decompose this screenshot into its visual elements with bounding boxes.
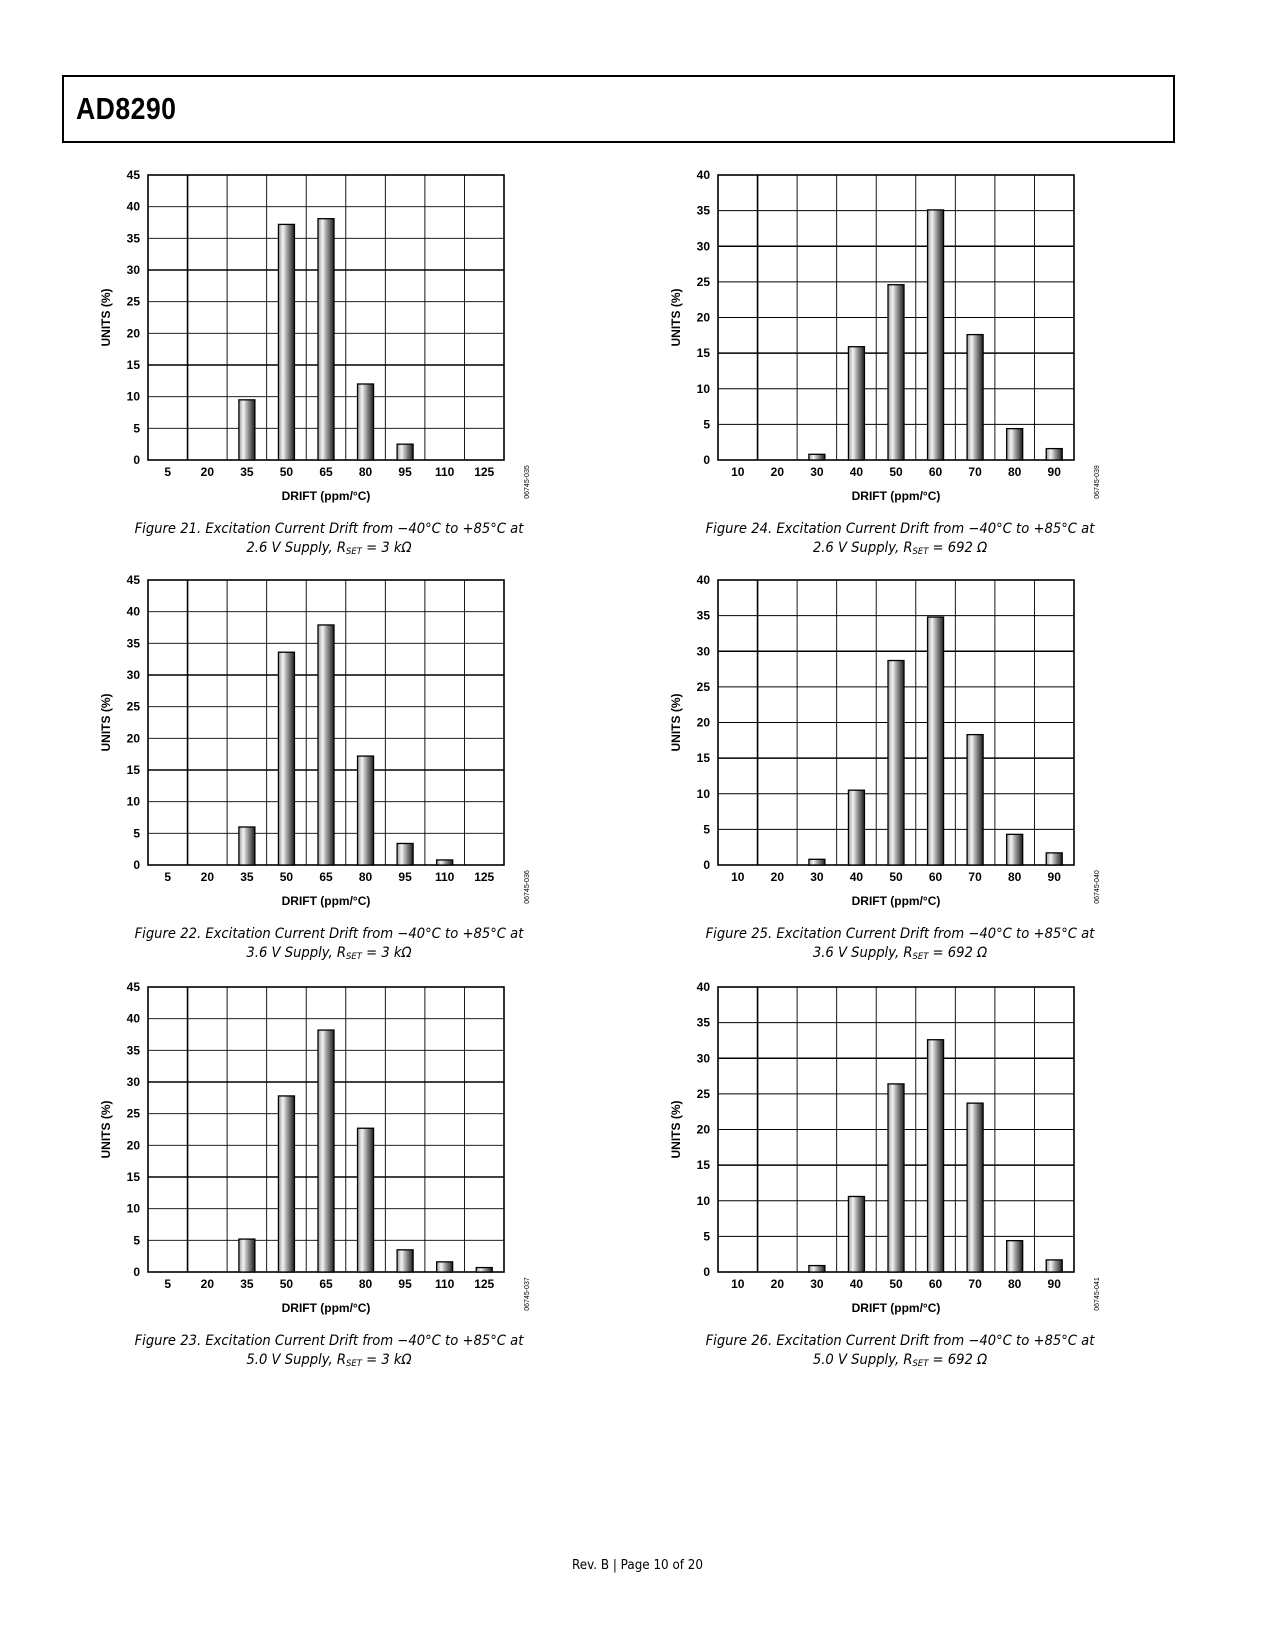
bar-65 — [318, 219, 334, 460]
x-tick-label: 110 — [434, 870, 455, 884]
bar-90 — [1046, 1260, 1062, 1272]
y-tick-label: 25 — [126, 1106, 140, 1121]
bar-70 — [967, 335, 983, 460]
y-tick-label: 20 — [126, 326, 140, 341]
bar-35 — [239, 400, 255, 460]
bar-65 — [318, 625, 334, 865]
caption-line-1: Figure 26. Excitation Current Drift from −40°C to +85°C at — [705, 1333, 1095, 1349]
caption-line-1: Figure 21. Excitation Current Drift from −40°C to +85°C at — [134, 521, 524, 537]
figure-25 — [660, 570, 1140, 915]
figure-26 — [660, 977, 1140, 1322]
y-tick-label: 40 — [126, 199, 140, 214]
y-tick-label: 5 — [133, 826, 140, 841]
caption-line-2: 3.6 V Supply, $R_{SET} = 692$ Ω — [812, 945, 988, 962]
bar-40 — [848, 790, 864, 865]
chart-figure-24 — [660, 165, 1140, 510]
y-tick-label: 15 — [126, 358, 140, 372]
y-axis-label: UNITS (%) — [669, 693, 683, 752]
y-tick-label: 25 — [126, 699, 140, 714]
figure-23-caption — [108, 1332, 550, 1374]
bar-40 — [848, 1196, 864, 1272]
y-tick-label: 25 — [696, 1086, 710, 1101]
y-tick-label: 5 — [703, 417, 710, 432]
figure-code: 06745-036 — [524, 870, 531, 904]
y-tick-label: 20 — [126, 731, 140, 746]
figure-code: 06745-039 — [1094, 465, 1101, 499]
x-axis-label: DRIFT (ppm/°C) — [851, 894, 941, 908]
caption-line-1: Figure 25. Excitation Current Drift from −40°C to +85°C at — [705, 926, 1095, 942]
caption-line-2: 2.6 V Supply, $R_{SET} = 3$ kΩ — [246, 540, 412, 557]
figure-code: 06745-040 — [1094, 870, 1101, 904]
caption-line-1: Figure 23. Excitation Current Drift from −40°C to +85°C at — [134, 1333, 524, 1349]
bar-50 — [278, 1096, 294, 1272]
bar-60 — [928, 1040, 944, 1272]
y-tick-label: 0 — [133, 858, 140, 872]
x-tick-label: 20 — [200, 465, 215, 479]
y-axis-label: UNITS (%) — [99, 693, 113, 752]
x-tick-label: 80 — [1007, 465, 1022, 479]
x-tick-label: 30 — [810, 870, 824, 884]
y-tick-label: 20 — [696, 1122, 710, 1137]
y-tick-label: 15 — [126, 1170, 140, 1184]
y-tick-label: 40 — [696, 573, 710, 587]
y-tick-label: 0 — [133, 453, 140, 467]
bar-50 — [888, 285, 904, 460]
bar-50 — [888, 1084, 904, 1272]
y-tick-label: 45 — [126, 573, 140, 587]
y-tick-label: 35 — [126, 231, 140, 246]
x-tick-label: 65 — [319, 465, 333, 479]
x-tick-label: 90 — [1047, 870, 1061, 884]
y-tick-label: 20 — [696, 715, 710, 730]
chart-figure-21 — [90, 165, 570, 510]
y-axis-label: UNITS (%) — [99, 1100, 113, 1159]
y-tick-label: 10 — [126, 1201, 140, 1216]
x-tick-label: 80 — [358, 1277, 373, 1291]
x-tick-label: 10 — [731, 870, 745, 884]
x-axis-label: DRIFT (ppm/°C) — [281, 894, 371, 908]
x-tick-label: 5 — [164, 870, 172, 884]
caption-line-1: Figure 22. Excitation Current Drift from −40°C to +85°C at — [134, 926, 524, 942]
y-tick-label: 5 — [703, 822, 710, 837]
figure-code: 06745-041 — [1094, 1277, 1101, 1311]
x-tick-label: 10 — [731, 465, 745, 479]
x-tick-label: 50 — [279, 1277, 294, 1291]
figure-25-caption — [679, 925, 1121, 967]
x-tick-label: 20 — [200, 1277, 215, 1291]
bar-80 — [1007, 429, 1023, 460]
caption-line-2: 5.0 V Supply, $R_{SET} = 692$ Ω — [812, 1352, 988, 1369]
bar-40 — [848, 347, 864, 460]
bar-30 — [809, 859, 825, 865]
bar-50 — [888, 661, 904, 865]
header-box — [62, 75, 1175, 143]
y-tick-label: 30 — [126, 668, 140, 682]
page-footer: Rev. B | Page 10 of 20 — [571, 1558, 704, 1573]
x-tick-label: 60 — [928, 465, 943, 479]
y-tick-label: 25 — [696, 679, 710, 694]
x-tick-label: 50 — [889, 465, 903, 479]
x-tick-label: 50 — [279, 870, 294, 884]
y-tick-label: 0 — [133, 1265, 140, 1279]
figure-21-caption — [108, 520, 550, 562]
caption-line-2: 5.0 V Supply, $R_{SET} = 3$ kΩ — [246, 1352, 412, 1369]
figure-24-caption — [679, 520, 1121, 562]
x-tick-label: 60 — [928, 1277, 943, 1291]
figure-26-caption — [679, 1332, 1121, 1374]
y-tick-label: 10 — [696, 1193, 710, 1208]
y-tick-label: 35 — [126, 636, 140, 651]
bar-95 — [397, 1250, 413, 1272]
y-tick-label: 0 — [703, 453, 710, 467]
x-tick-label: 90 — [1047, 1277, 1061, 1291]
figure-22-caption — [108, 925, 550, 967]
y-tick-label: 0 — [703, 858, 710, 872]
y-tick-label: 40 — [126, 604, 140, 619]
y-tick-label: 15 — [696, 346, 710, 361]
x-tick-label: 70 — [968, 465, 982, 479]
y-axis-label: UNITS (%) — [99, 288, 113, 347]
y-tick-label: 35 — [126, 1043, 140, 1058]
bar-110 — [437, 860, 453, 865]
y-tick-label: 25 — [126, 294, 140, 309]
bar-30 — [809, 1266, 825, 1272]
x-tick-label: 20 — [770, 1277, 785, 1291]
bar-35 — [239, 827, 255, 865]
y-tick-label: 10 — [126, 389, 140, 404]
y-tick-label: 0 — [703, 1265, 710, 1279]
bar-90 — [1046, 853, 1062, 865]
y-tick-label: 15 — [696, 1158, 710, 1173]
x-axis-label: DRIFT (ppm/°C) — [281, 1301, 371, 1315]
y-tick-label: 35 — [696, 1015, 710, 1030]
x-tick-label: 80 — [1007, 870, 1022, 884]
y-tick-label: 20 — [126, 1138, 140, 1153]
y-tick-label: 25 — [696, 274, 710, 289]
x-tick-label: 50 — [889, 870, 903, 884]
bar-30 — [809, 454, 825, 460]
y-tick-label: 30 — [696, 239, 710, 254]
x-tick-label: 95 — [398, 870, 412, 884]
bar-125 — [476, 1268, 492, 1272]
x-tick-label: 5 — [164, 465, 172, 479]
x-tick-label: 125 — [474, 465, 495, 479]
bar-60 — [928, 617, 944, 865]
caption-line-1: Figure 24. Excitation Current Drift from −40°C to +85°C at — [705, 521, 1095, 537]
x-tick-label: 35 — [240, 465, 254, 479]
y-tick-label: 35 — [696, 608, 710, 623]
y-tick-label: 40 — [696, 980, 710, 994]
bar-80 — [358, 384, 374, 460]
x-tick-label: 10 — [731, 1277, 745, 1291]
bar-80 — [1007, 834, 1023, 865]
chart-figure-22 — [90, 570, 570, 915]
x-tick-label: 80 — [358, 870, 373, 884]
x-tick-label: 50 — [279, 465, 294, 479]
y-tick-label: 45 — [126, 168, 140, 182]
x-tick-label: 20 — [770, 870, 785, 884]
bar-95 — [397, 444, 413, 460]
x-tick-label: 50 — [889, 1277, 903, 1291]
y-tick-label: 5 — [133, 421, 140, 436]
chart-figure-25 — [660, 570, 1140, 915]
x-axis-label: DRIFT (ppm/°C) — [851, 489, 941, 503]
x-tick-label: 65 — [319, 1277, 333, 1291]
y-tick-label: 30 — [126, 263, 140, 277]
figure-23 — [90, 977, 570, 1322]
x-tick-label: 65 — [319, 870, 333, 884]
x-tick-label: 60 — [928, 870, 943, 884]
y-tick-label: 10 — [696, 786, 710, 801]
chart-figure-26 — [660, 977, 1140, 1322]
y-tick-label: 20 — [696, 310, 710, 325]
y-tick-label: 30 — [126, 1075, 140, 1089]
x-tick-label: 35 — [240, 1277, 254, 1291]
x-tick-label: 20 — [770, 465, 785, 479]
bar-65 — [318, 1030, 334, 1272]
y-tick-label: 5 — [133, 1233, 140, 1248]
figure-21 — [90, 165, 570, 510]
figure-22 — [90, 570, 570, 915]
x-tick-label: 30 — [810, 465, 824, 479]
y-axis-label: UNITS (%) — [669, 1100, 683, 1159]
bar-80 — [1007, 1241, 1023, 1272]
bar-50 — [278, 652, 294, 865]
x-tick-label: 80 — [358, 465, 373, 479]
x-tick-label: 125 — [474, 870, 495, 884]
figure-code: 06745-037 — [524, 1277, 531, 1311]
x-tick-label: 20 — [200, 870, 215, 884]
x-tick-label: 125 — [474, 1277, 495, 1291]
y-tick-label: 40 — [126, 1011, 140, 1026]
y-tick-label: 35 — [696, 203, 710, 218]
y-tick-label: 30 — [696, 644, 710, 659]
x-tick-label: 5 — [164, 1277, 172, 1291]
x-tick-label: 40 — [849, 1277, 864, 1291]
y-tick-label: 15 — [126, 763, 140, 777]
figure-24 — [660, 165, 1140, 510]
y-tick-label: 45 — [126, 980, 140, 994]
bar-90 — [1046, 449, 1062, 460]
x-axis-label: DRIFT (ppm/°C) — [281, 489, 371, 503]
y-tick-label: 5 — [703, 1229, 710, 1244]
chart-figure-23 — [90, 977, 570, 1322]
x-tick-label: 110 — [434, 465, 455, 479]
x-tick-label: 95 — [398, 1277, 412, 1291]
x-axis-label: DRIFT (ppm/°C) — [851, 1301, 941, 1315]
bar-50 — [278, 224, 294, 460]
y-tick-label: 15 — [696, 751, 710, 766]
x-tick-label: 110 — [434, 1277, 455, 1291]
y-tick-label: 10 — [696, 381, 710, 396]
y-tick-label: 10 — [126, 794, 140, 809]
y-axis-label: UNITS (%) — [669, 288, 683, 347]
x-tick-label: 80 — [1007, 1277, 1022, 1291]
caption-line-2: 2.6 V Supply, $R_{SET} = 692$ Ω — [812, 540, 988, 557]
figure-code: 06745-035 — [524, 465, 531, 499]
caption-line-2: 3.6 V Supply, $R_{SET} = 3$ kΩ — [246, 945, 412, 962]
part-number-title: AD8290 — [76, 91, 177, 126]
bar-95 — [397, 843, 413, 865]
x-tick-label: 95 — [398, 465, 412, 479]
x-tick-label: 70 — [968, 870, 982, 884]
bar-70 — [967, 1103, 983, 1272]
y-tick-label: 40 — [696, 168, 710, 182]
x-tick-label: 70 — [968, 1277, 982, 1291]
x-tick-label: 40 — [849, 465, 864, 479]
bar-80 — [358, 756, 374, 865]
x-tick-label: 30 — [810, 1277, 824, 1291]
x-tick-label: 90 — [1047, 465, 1061, 479]
y-tick-label: 30 — [696, 1051, 710, 1066]
x-tick-label: 40 — [849, 870, 864, 884]
bar-70 — [967, 735, 983, 865]
bar-80 — [358, 1128, 374, 1272]
bar-35 — [239, 1239, 255, 1272]
bar-110 — [437, 1262, 453, 1272]
bar-60 — [928, 210, 944, 460]
x-tick-label: 35 — [240, 870, 254, 884]
